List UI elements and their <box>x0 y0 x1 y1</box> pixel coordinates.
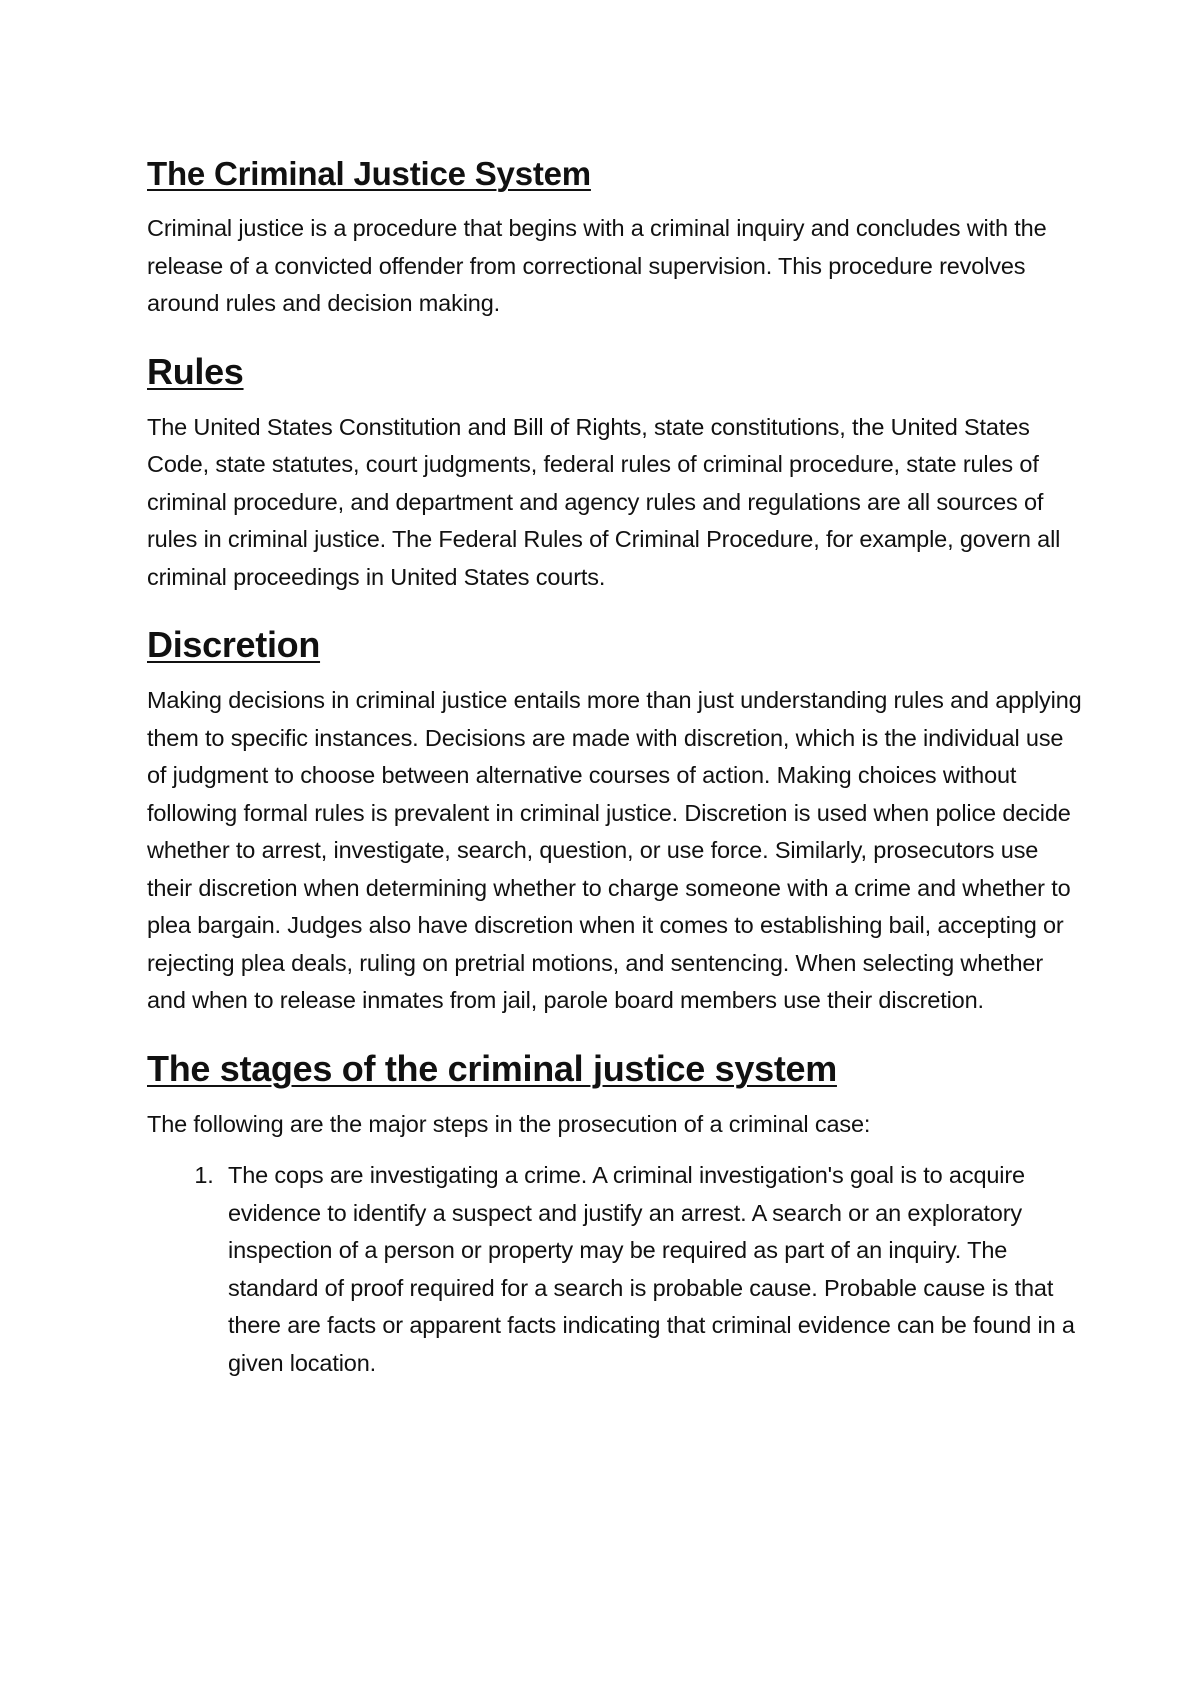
stages-intro-paragraph: The following are the major steps in the prosecution of a criminal case: <box>147 1110 871 1137</box>
intro-paragraph: Criminal justice is a procedure that begins with a criminal inquiry and concludes with the release of a convicted offender from correctional supervision. This procedure revolves around rules and decision making. <box>147 215 1047 316</box>
stages-heading: The stages of the criminal justice system <box>147 1047 837 1089</box>
document-title: The Criminal Justice System <box>147 155 591 192</box>
stages-list-item: 1. The cops are investigating a crime. A criminal investigation's goal is to acquire evidence to identify a suspect and justify an arrest. A search or an exploratory inspection of a person or property may be required as part of an inquiry. The standard of proof required for a search is probable cause. Probable cause is that there are facts or apparent facts indicating that criminal evidence can be found in a given location. <box>220 1157 1087 1382</box>
discretion-heading: Discretion <box>147 624 321 665</box>
document-content <box>147 152 1087 1382</box>
rules-paragraph: The United States Constitution and Bill of Rights, state constitutions, the United States Code, state statutes, court judgments, federal rules of criminal procedure, state rules of criminal procedure, and department and agency rules and regulations are all sources of rules in criminal justice. The Federal Rules of Criminal Procedure, for example, govern all criminal proceedings in United States courts. <box>147 413 1061 590</box>
stages-list <box>147 1157 1087 1382</box>
rules-heading: Rules <box>147 350 244 392</box>
discretion-paragraph: Making decisions in criminal justice entails more than just understanding rules and applying them to specific instances. Decisions are made with discretion, which is the individual use of judgment to choose between alternative courses of action. Making choices without following formal rules is prevalent in criminal justice. Discretion is used when police decide whether to arrest, investigate, search, question, or use force. Similarly, prosecutors use their discretion when determining whether to charge someone with a crime and whether to plea bargain. Judges also have discretion when it comes to establishing bail, accepting or rejecting plea deals, ruling on pretrial motions, and sentencing. When selecting whether and when to release inmates from jail, parole board members use their discretion. <box>147 687 1082 1013</box>
